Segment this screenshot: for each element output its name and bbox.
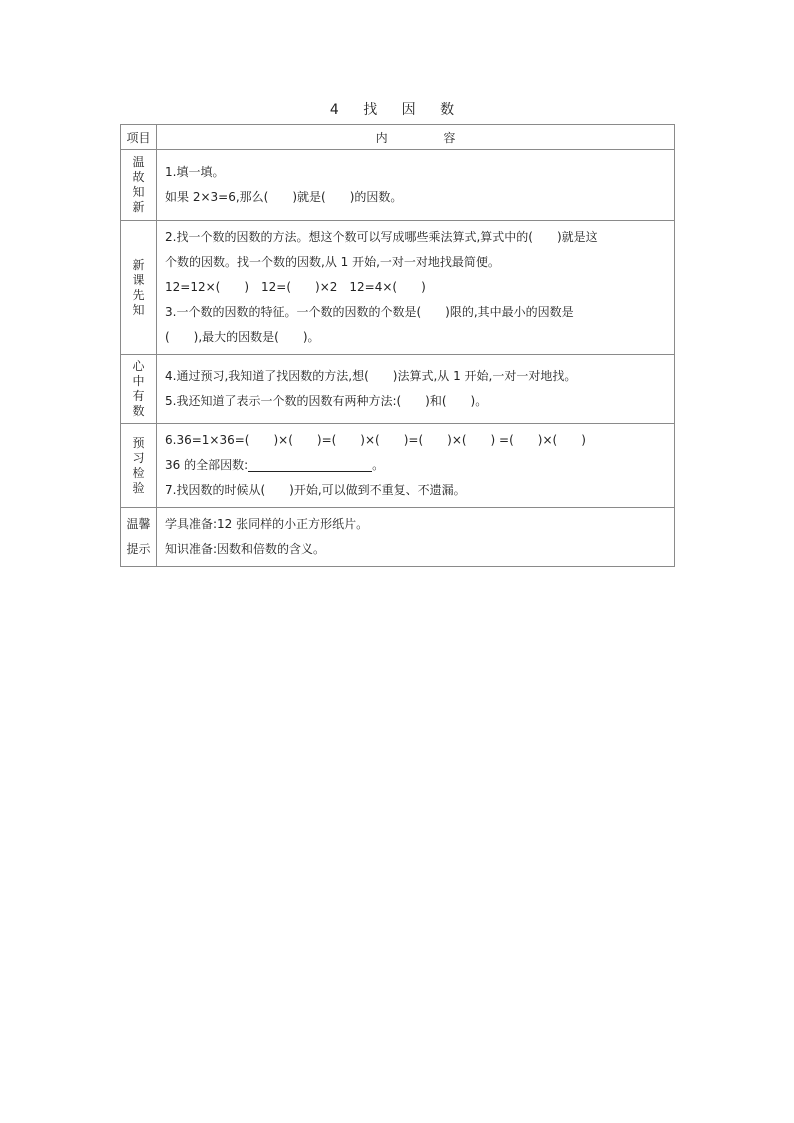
question-line: 7.找因数的时候从( )开始,可以做到不重复、不遗漏。 xyxy=(165,483,466,497)
section-new-lesson xyxy=(121,221,675,355)
question-line: 6.36=1×36=( )×( )=( )×( )=( )×( ) =( )×( ) xyxy=(165,433,586,447)
section-label: 预 习 检 验 xyxy=(121,424,157,508)
section-in-mind xyxy=(121,355,675,424)
answer-blank[interactable] xyxy=(248,457,372,472)
preview-table xyxy=(120,124,675,567)
section-tips xyxy=(121,508,675,567)
question-line: 个数的因数。找一个数的因数,从 1 开始,一对一对地找最简便。 xyxy=(165,255,500,269)
section-label: 温馨 提示 xyxy=(121,508,157,567)
question-line: 12=12×( ) 12=( )×2 12=4×( ) xyxy=(165,280,426,294)
tip-line: 知识准备:因数和倍数的含义。 xyxy=(165,542,326,556)
section-label: 温 故 知 新 xyxy=(121,150,157,221)
question-line: 如果 2×3=6,那么( )就是( )的因数。 xyxy=(165,190,403,204)
question-line: 3.一个数的因数的特征。一个数的因数的个数是( )限的,其中最小的因数是 xyxy=(165,305,574,319)
question-line: 2.找一个数的因数的方法。想这个数可以写成哪些乘法算式,算式中的( )就是这 xyxy=(165,230,598,244)
question-line: 36 的全部因数: 。 xyxy=(165,458,385,472)
page-title: 4 找 因 数 xyxy=(329,102,465,118)
section-preview-check xyxy=(121,424,675,508)
section-content xyxy=(157,424,675,508)
question-line: 4.通过预习,我知道了找因数的方法,想( )法算式,从 1 开始,一对一对地找。 xyxy=(165,369,577,383)
header-item: 项目 xyxy=(121,125,157,150)
section-label: 新 课 先 知 xyxy=(121,221,157,355)
section-label: 心 中 有 数 xyxy=(121,355,157,424)
question-line: 1.填一填。 xyxy=(165,165,225,179)
question-line: ( ),最大的因数是( )。 xyxy=(165,330,320,344)
section-content xyxy=(157,150,675,221)
section-content xyxy=(157,355,675,424)
table-header-row xyxy=(121,125,675,150)
section-content xyxy=(157,508,675,567)
section-warm-review xyxy=(121,150,675,221)
header-content: 内 容 xyxy=(157,125,675,150)
question-line: 5.我还知道了表示一个数的因数有两种方法:( )和( )。 xyxy=(165,394,488,408)
tip-line: 学具准备:12 张同样的小正方形纸片。 xyxy=(165,517,369,531)
section-content xyxy=(157,221,675,355)
